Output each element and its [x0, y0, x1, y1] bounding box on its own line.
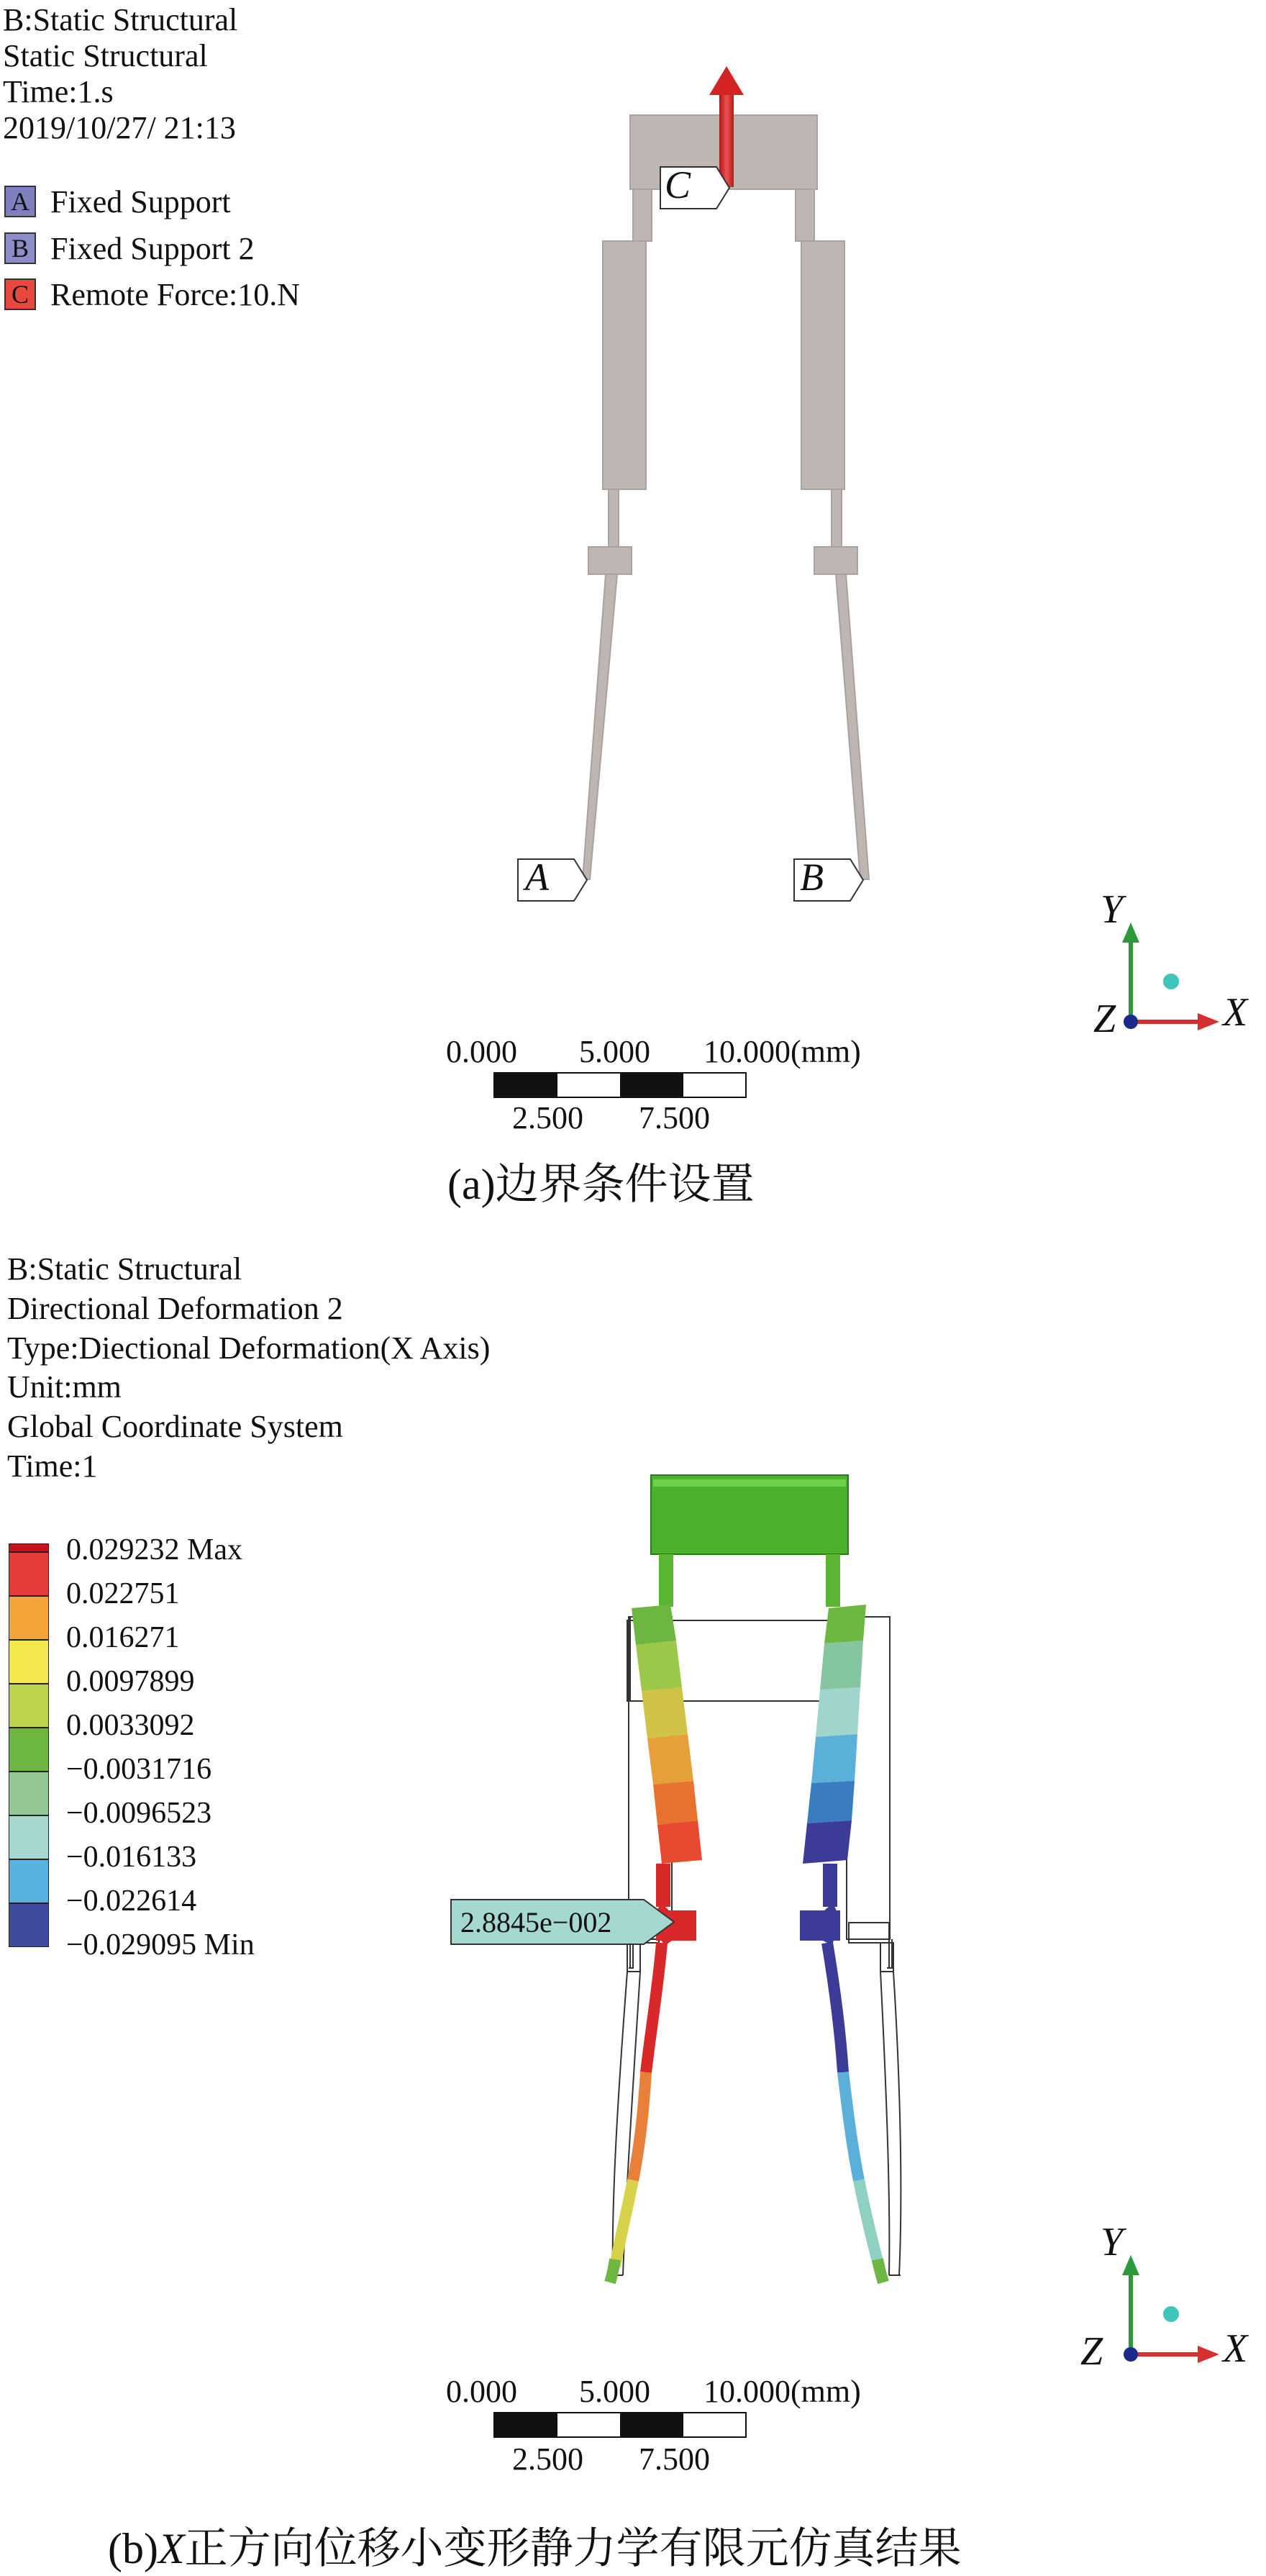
colorbar-label-4: 0.0033092: [66, 1709, 195, 1742]
scale-a-label-7-5: 7.500: [639, 1100, 710, 1135]
scale-a-label-2-5: 2.500: [512, 1100, 583, 1135]
caption-a: (a)边界条件设置: [447, 1161, 755, 1208]
scale-b-label-5: 5.000: [579, 2374, 650, 2409]
axis-b-z-label: Z: [1080, 2329, 1103, 2374]
legend-key-c: C: [4, 278, 36, 310]
panel-a-header-line-4: 2019/10/27/ 21:13: [3, 110, 236, 145]
legend-key-a: A: [4, 186, 36, 217]
callout-c-label: C: [665, 163, 691, 207]
colorbar-label-6: −0.0096523: [66, 1797, 212, 1830]
right-bar-deformed: [800, 1605, 866, 1943]
caption-b: [108, 2514, 962, 2576]
scale-b-label-10: 10.000(mm): [703, 2374, 861, 2409]
scale-b-label-0: 0.000: [446, 2374, 517, 2409]
axis-a-y-label: Y: [1101, 887, 1124, 932]
caption-b-rest: 正方向位移小变形静力学有限元仿真结果: [184, 2525, 962, 2572]
legend-key-b: B: [4, 232, 36, 264]
caption-b-prefix: (b): [108, 2525, 158, 2572]
left-bar-deformed: [632, 1605, 702, 1943]
panel-a-header-line-3: Time:1.s: [3, 74, 114, 109]
callout-a-label: A: [525, 856, 549, 899]
scale-a-label-0: 0.000: [446, 1034, 517, 1069]
force-arrow-head: [709, 66, 744, 95]
probe-label-value: 2.8845e−002: [460, 1906, 612, 1938]
panel-b-header-line-2: Directional Deformation 2: [7, 1291, 343, 1326]
panel-a-header-line-1: B:Static Structural: [3, 2, 238, 37]
axis-a-x-label: X: [1223, 990, 1248, 1035]
colorbar-label-9: −0.029095 Min: [66, 1928, 255, 1962]
colorbar-label-0: 0.029232 Max: [66, 1533, 242, 1566]
panel-b-header-line-6: Time:1: [7, 1448, 98, 1484]
axis-b-x-label: X: [1223, 2326, 1248, 2371]
panel-b-header-line-1: B:Static Structural: [7, 1251, 242, 1287]
scale-a-label-10: 10.000(mm): [703, 1034, 861, 1069]
panel-a-header-line-2: Static Structural: [3, 38, 208, 73]
colorbar-label-3: 0.0097899: [66, 1665, 195, 1698]
colorbar-label-2: 0.016271: [66, 1621, 180, 1654]
legend-label-c: Remote Force:10.N: [50, 276, 301, 312]
structure-gray: [583, 115, 869, 879]
panel-b-header-line-4: Unit:mm: [7, 1369, 122, 1405]
scale-bar-b: [493, 2412, 748, 2439]
colorbar-label-5: −0.0031716: [66, 1753, 212, 1786]
callout-b-label: B: [800, 856, 824, 899]
legend-label-b: Fixed Support 2: [50, 230, 255, 266]
axis-a-z-label: Z: [1093, 997, 1116, 1041]
right-leg-deformed: [827, 1943, 883, 2282]
panel-b-header-line-5: Global Coordinate System: [7, 1409, 343, 1444]
scale-bar-a: [493, 1072, 748, 1099]
colorbar-label-7: −0.016133: [66, 1841, 197, 1874]
panel-b-header-line-3: Type:Diectional Deformation(X Axis): [7, 1330, 491, 1366]
scale-a-label-5: 5.000: [579, 1034, 650, 1069]
colorbar-label-8: −0.022614: [66, 1885, 197, 1918]
caption-b-axis: X: [158, 2525, 185, 2572]
scale-b-label-7-5: 7.500: [639, 2441, 710, 2477]
model-view-a: [0, 0, 1266, 1043]
axis-b-y-label: Y: [1101, 2220, 1124, 2264]
model-view-b: [0, 1439, 1266, 2339]
colorbar-label-1: 0.022751: [66, 1577, 180, 1610]
legend-label-a: Fixed Support: [50, 183, 231, 219]
scale-b-label-2-5: 2.500: [512, 2441, 583, 2477]
